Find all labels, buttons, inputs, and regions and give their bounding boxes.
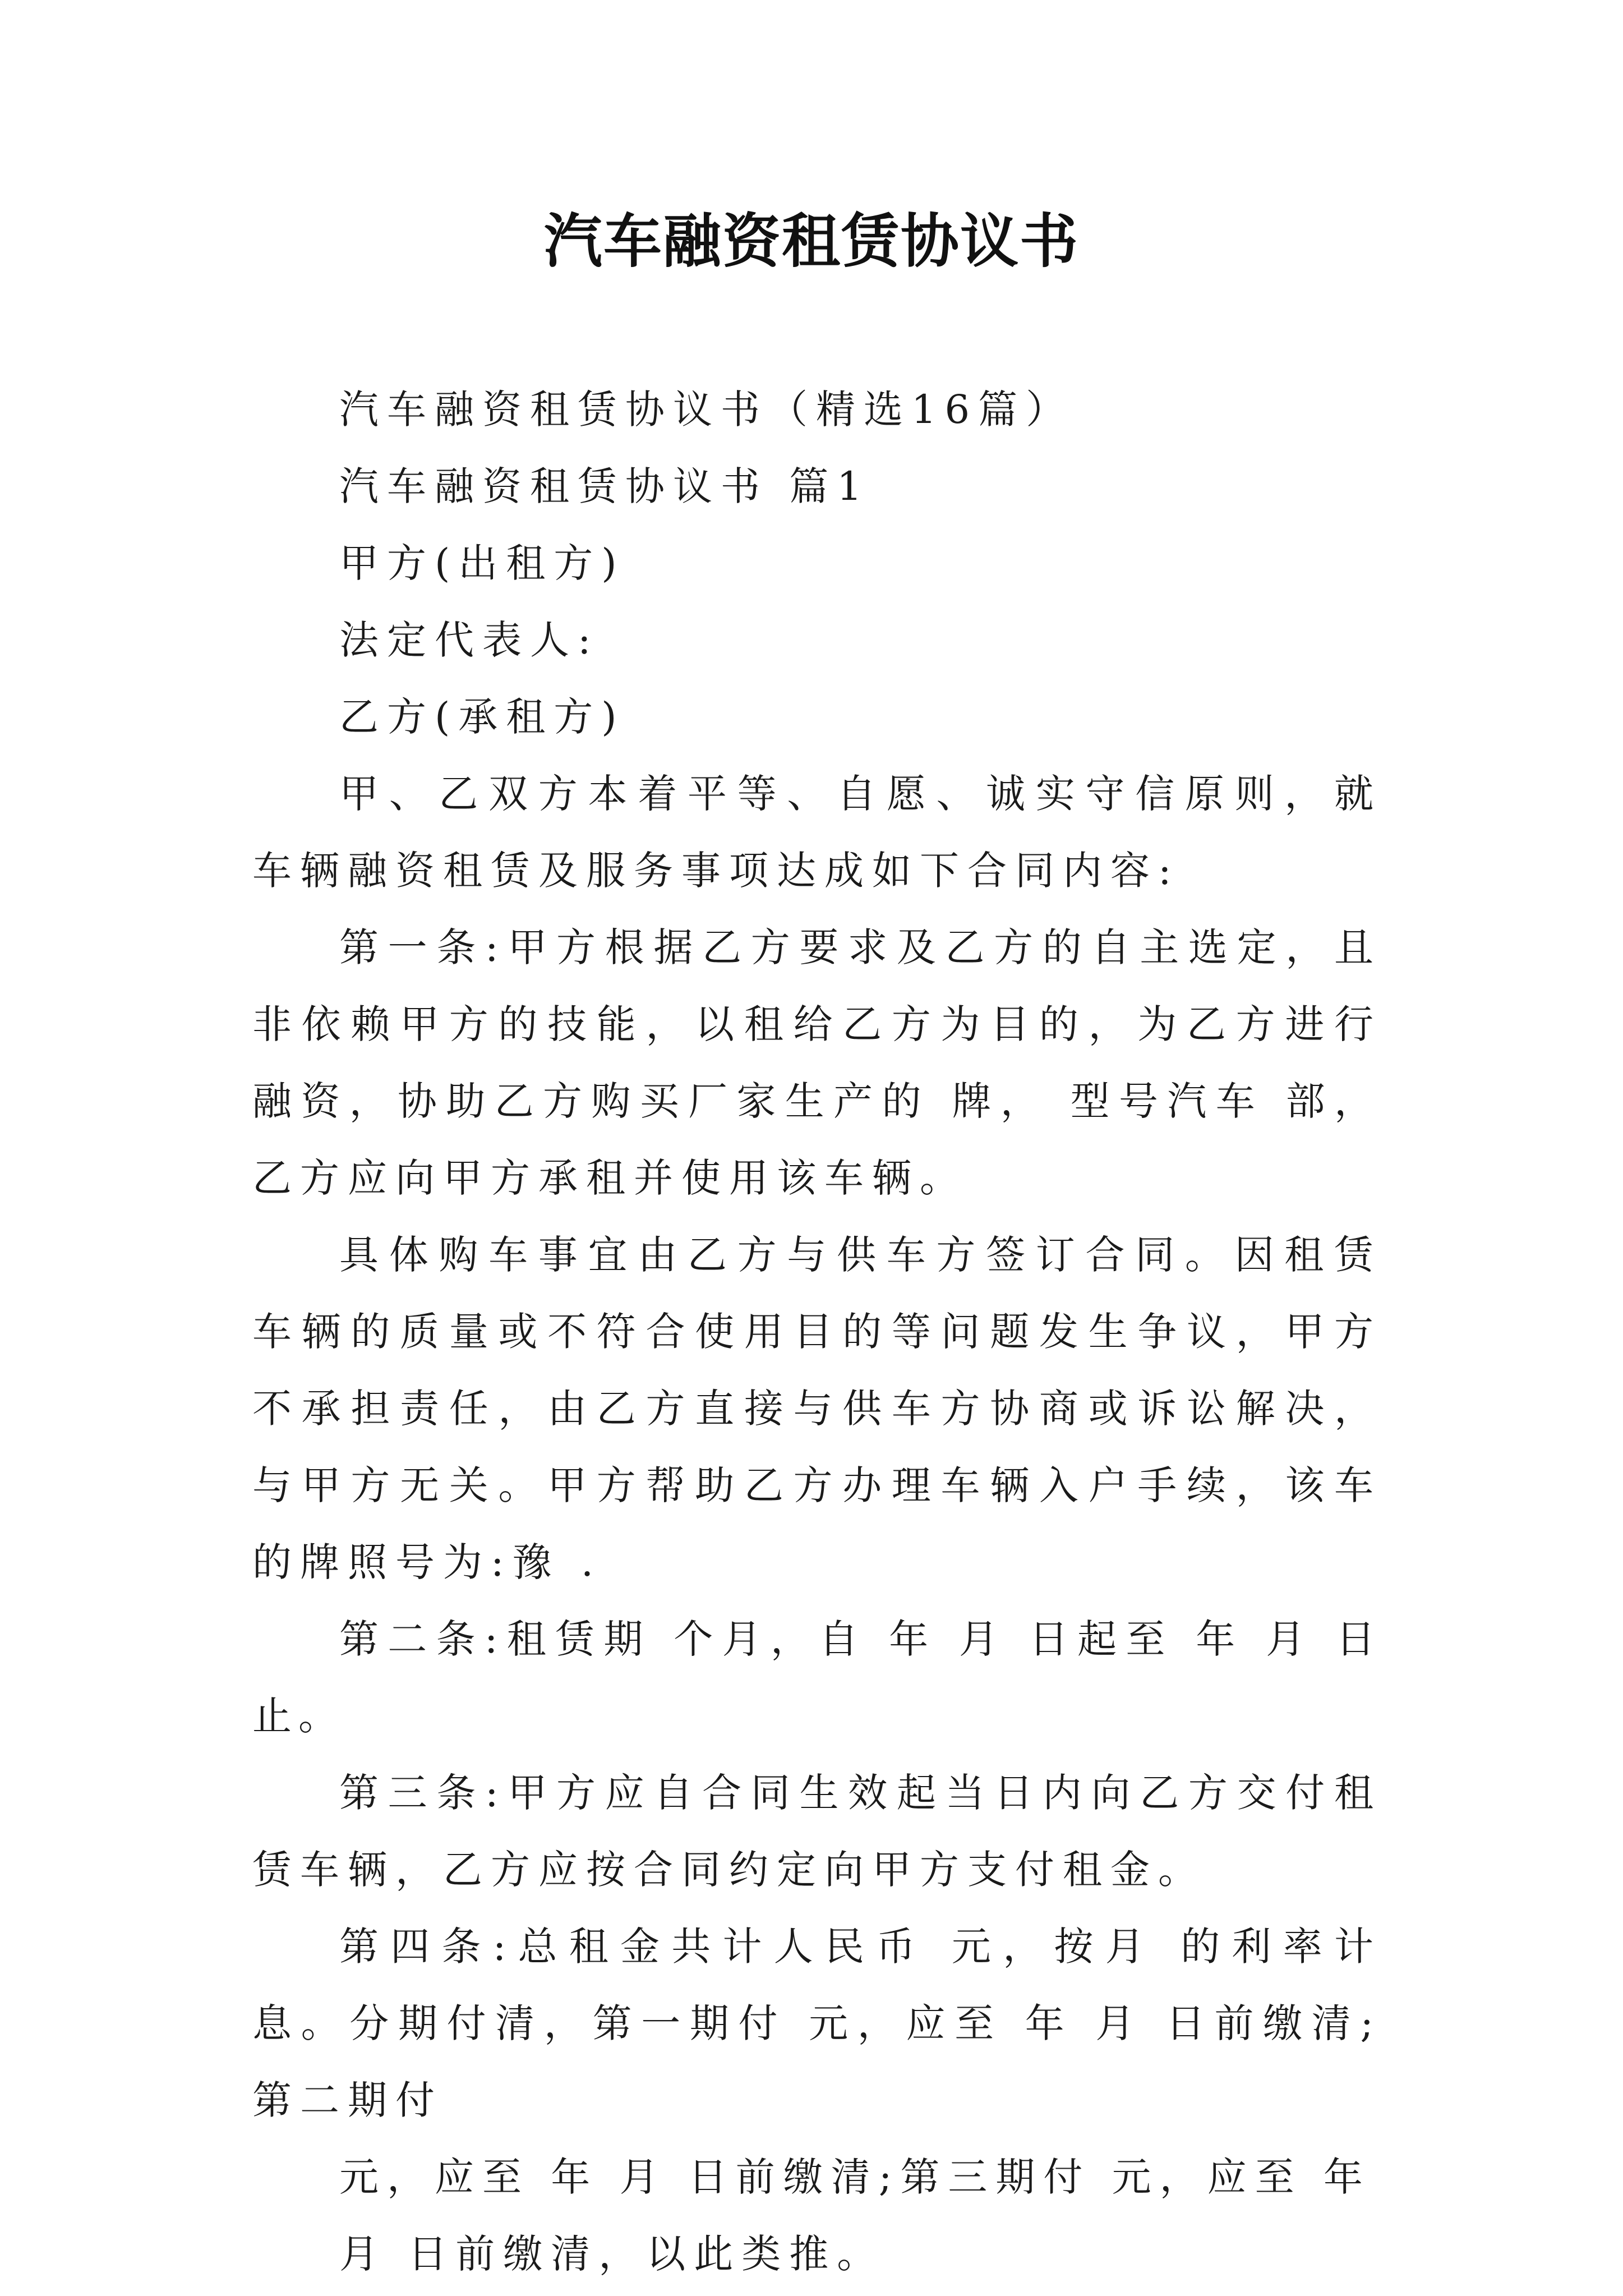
section-heading: 汽车融资租赁协议书 篇1 <box>339 463 870 509</box>
article-3-paragraph: 第三条:甲方应自合同生效起当日内向乙方交付租赁车辆，乙方应按合同约定向甲方支付租金。 <box>252 1770 1382 1893</box>
preamble-paragraph: 甲、乙双方本着平等、自愿、诚实守信原则，就车辆融资租赁及服务事项达成如下合同内容: <box>252 771 1382 894</box>
article-2-paragraph: 第二条:租赁期 个月，自 年 月 日起至 年 月 日止。 <box>252 1616 1382 1739</box>
document-body <box>252 371 1382 2293</box>
article-4-continuation-2: 月 日前缴清，以此类推。 <box>339 2231 885 2277</box>
legal-representative-line: 法定代表人: <box>339 617 600 663</box>
party-b-line: 乙方(承租方) <box>339 694 625 740</box>
article-1-paragraph: 第一条:甲方根据乙方要求及乙方的自主选定，且非依赖甲方的技能，以租给乙方为目的，为乙方进行融资，协助乙方购买厂家生产的 牌， 型号汽车 部，乙方应向甲方承租并使用该车辆。 <box>252 924 1382 1201</box>
article-4-continuation-1: 元，应至 年 月 日前缴清;第三期付 元，应至 年 <box>339 2154 1371 2200</box>
document-title: 汽车融资租赁协议书 <box>543 206 1079 275</box>
document-subtitle: 汽车融资租赁协议书（精选16篇） <box>339 386 1074 432</box>
article-4-paragraph: 第四条:总租金共计人民币 元，按月 的利率计息。分期付清，第一期付 元，应至 年 月 日前缴清;第二期付 <box>252 1924 1382 2123</box>
party-a-line: 甲方(出租方) <box>339 540 625 586</box>
purchase-details-paragraph: 具体购车事宜由乙方与供车方签订合同。因租赁车辆的质量或不符合使用目的等问题发生争议，甲方不承担责任，由乙方直接与供车方协商或诉讼解决，与甲方无关。甲方帮助乙方办理车辆入户手续，该车的牌照号为:豫 . <box>252 1232 1382 1585</box>
